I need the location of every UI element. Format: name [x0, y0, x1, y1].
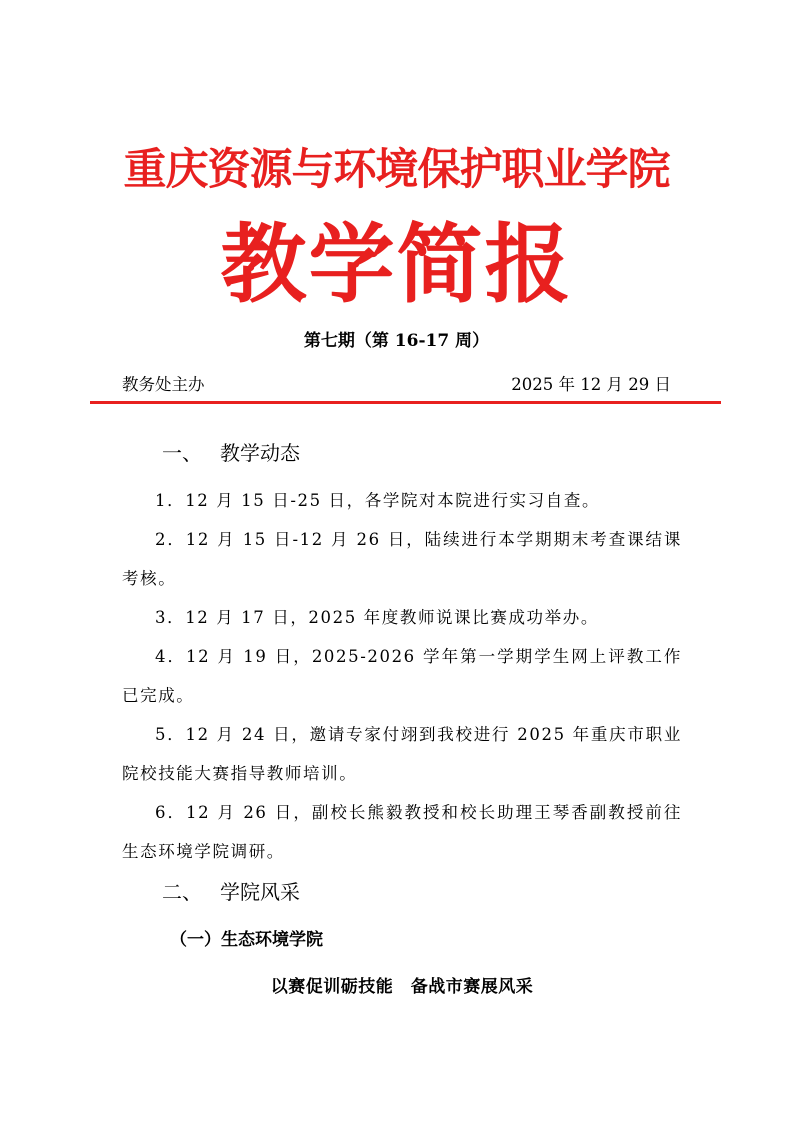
content-body: [122, 436, 682, 1004]
section-number: 二、: [162, 880, 202, 904]
issue-number: 第七期（第 16-17 周）: [303, 331, 490, 351]
section-heading-teaching-news: [122, 436, 682, 470]
article-headline: 以赛促训砺技能 备战市赛展风采: [270, 977, 534, 997]
section-heading-college-showcase: [122, 875, 682, 909]
news-item-5: 5．12 月 24 日，邀请专家付翊到我校进行 2025 年重庆市职业院校技能大赛指导教师培训。: [122, 725, 682, 783]
news-item-3: 3．12 月 17 日，2025 年度教师说课比赛成功举办。: [155, 608, 599, 627]
publish-date: 2025 年 12 月 29 日: [511, 375, 671, 394]
section-number: 一、: [162, 441, 202, 465]
news-item-1: 1．12 月 15 日-25 日，各学院对本院进行实习自查。: [155, 491, 601, 510]
section-title: 教学动态: [220, 441, 300, 465]
meta-row: [122, 372, 671, 398]
organizer: 教务处主办: [122, 375, 205, 394]
news-item-6: 6．12 月 26 日，副校长熊毅教授和校长助理王琴香副教授前往生态环境学院调研。: [122, 803, 682, 861]
subsection-heading: （一）生态环境学院: [170, 930, 323, 950]
school-name: 重庆资源与环境保护职业学院: [123, 145, 670, 195]
section-title: 学院风采: [220, 880, 300, 904]
header-divider: [90, 401, 721, 404]
news-item-4: 4．12 月 19 日，2025-2026 学年第一学期学生网上评教工作已完成。: [122, 647, 682, 705]
news-item-2: 2．12 月 15 日-12 月 26 日，陆续进行本学期期末考查课结课考核。: [122, 530, 682, 588]
bulletin-title: 教学简报: [220, 214, 573, 315]
